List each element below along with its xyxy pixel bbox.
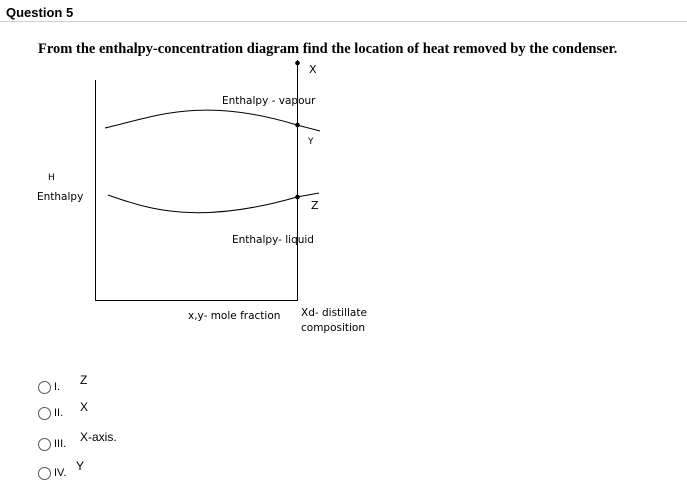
option-numeral: III. — [54, 438, 67, 450]
label-composition: composition — [301, 322, 366, 334]
label-enthalpy-liquid: Enthalpy- liquid — [232, 234, 314, 246]
option-numeral: II. — [54, 407, 64, 419]
option-3[interactable] — [38, 430, 188, 455]
liquid-enthalpy-curve — [108, 193, 319, 213]
option-4[interactable] — [38, 459, 188, 484]
label-enthalpy: Enthalpy — [37, 191, 84, 203]
radio-button[interactable] — [38, 407, 51, 420]
point-y-dot — [295, 123, 300, 128]
option-text: Z — [80, 373, 88, 387]
option-text: X — [80, 400, 89, 414]
label-x: X — [309, 63, 317, 76]
point-x-dot — [295, 61, 300, 66]
label-xd-distillate: Xd- distillate — [301, 307, 367, 319]
option-1[interactable] — [38, 373, 188, 398]
option-2[interactable] — [38, 400, 188, 424]
radio-button[interactable] — [38, 381, 51, 394]
label-enthalpy-vapour: Enthalpy - vapour — [222, 95, 316, 107]
label-mole-fraction: x,y- mole fraction — [188, 310, 281, 322]
label-h: H — [48, 173, 55, 183]
label-z: Z — [311, 199, 319, 212]
question-title: Question 5 — [6, 5, 74, 20]
option-numeral: IV. — [54, 467, 67, 479]
option-numeral: I. — [54, 381, 61, 393]
radio-button[interactable] — [38, 438, 51, 451]
option-text: X-axis. — [80, 430, 117, 444]
point-z-dot — [295, 195, 300, 200]
vapour-enthalpy-curve — [105, 110, 320, 131]
option-text: Y — [76, 459, 85, 473]
question-prompt: From the enthalpy-concentration diagram find the location of heat removed by the condenser. — [38, 41, 618, 57]
radio-button[interactable] — [38, 467, 51, 480]
label-y: Y — [308, 137, 314, 147]
